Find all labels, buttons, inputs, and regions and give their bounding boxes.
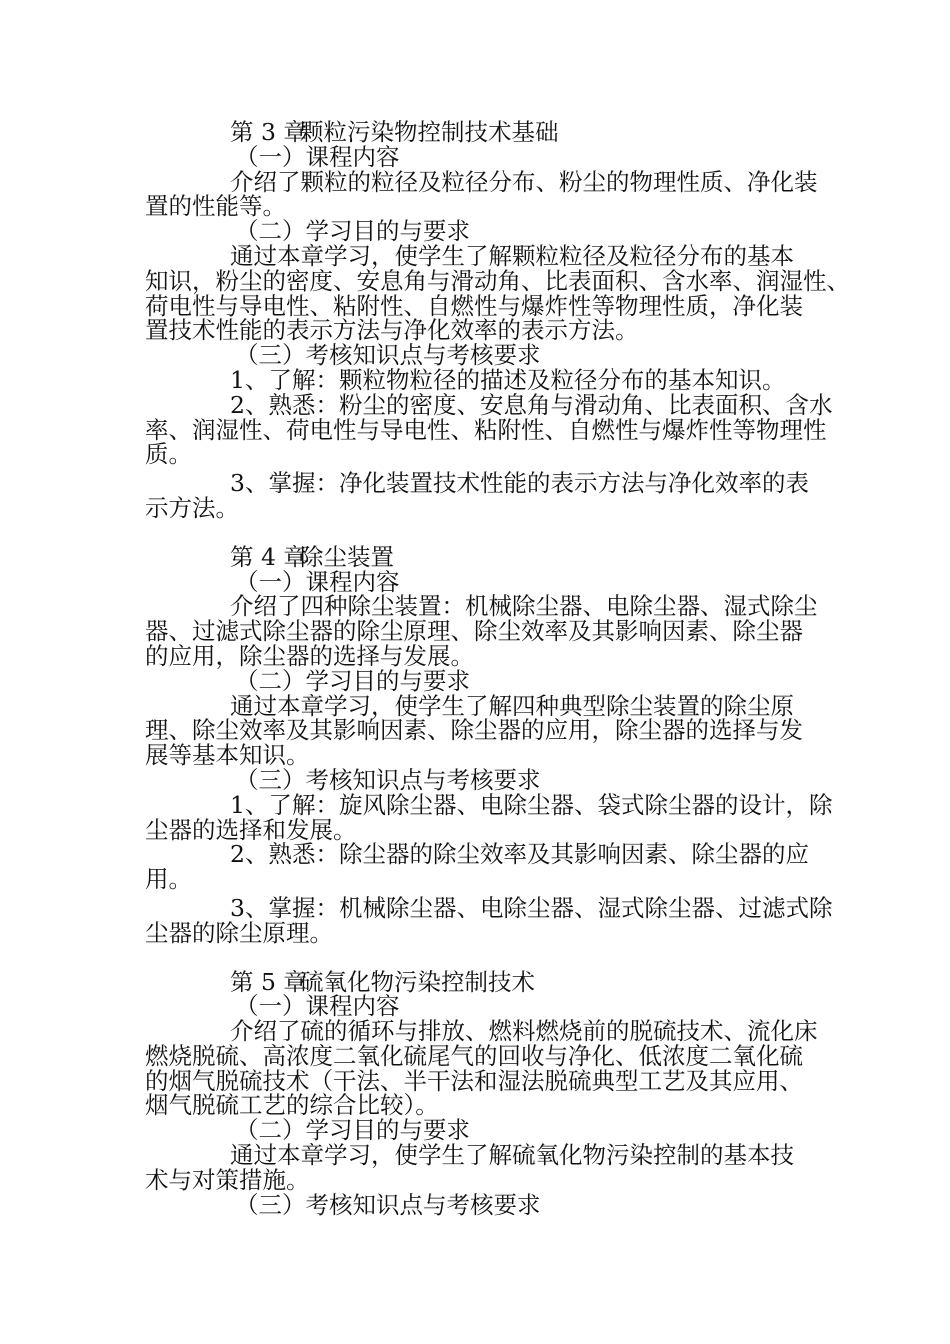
- paragraph-line: 烟气脱硫工艺的综合比较）。: [145, 1091, 439, 1120]
- list-item-continued: 尘器的除尘原理。: [145, 918, 333, 947]
- chapter-heading: 第 5 章硫氧化物污染控制技术: [230, 967, 535, 996]
- list-item-continued: 示方法。: [145, 493, 239, 522]
- list-item: 2、熟悉：除尘器的除尘效率及其影响因素、除尘器的应: [230, 840, 809, 869]
- paragraph-line: 置技术性能的表示方法与净化效率的表示方法。: [145, 316, 639, 345]
- paragraph-line: 介绍了硫的循环与排放、燃料燃烧前的脱硫技术、流化床: [230, 1017, 818, 1046]
- paragraph-line: 通过本章学习，使学生了解颗粒粒径及粒径分布的基本: [230, 241, 794, 270]
- list-item: 3、掌握：机械除尘器、电除尘器、湿式除尘器、过滤式除: [230, 893, 833, 922]
- section-heading: （三）考核知识点与考核要求: [235, 341, 541, 370]
- paragraph-line: 通过本章学习，使学生了解四种典型除尘装置的除尘原: [230, 691, 794, 720]
- list-item: 1、了解：旋风除尘器、电除尘器、袋式除尘器的设计，除: [230, 790, 833, 819]
- list-item-continued: 尘器的选择和发展。: [145, 815, 357, 844]
- section-heading: （三）考核知识点与考核要求: [235, 1190, 541, 1219]
- section-heading: （三）考核知识点与考核要求: [235, 765, 541, 794]
- section-heading: （一）课程内容: [235, 567, 400, 596]
- paragraph-line: 器、过滤式除尘器的除尘原理、除尘效率及其影响因素、除尘器: [145, 617, 803, 646]
- paragraph-line: 理、除尘效率及其影响因素、除尘器的应用，除尘器的选择与发: [145, 716, 803, 745]
- list-item: 1、了解：颗粒物粒径的描述及粒径分布的基本知识。: [230, 365, 786, 394]
- paragraph-line: 展等基本知识。: [145, 741, 310, 770]
- paragraph-line: 燃烧脱硫、高浓度二氧化硫尾气的回收与净化、低浓度二氧化硫: [145, 1041, 803, 1070]
- paragraph-line: 荷电性与导电性、粘附性、自燃性与爆炸性等物理性质，净化装: [145, 291, 803, 320]
- paragraph-line: 知识，粉尘的密度、安息角与滑动角、比表面积、含水率、润湿性、: [145, 266, 850, 295]
- chapter-heading: 第 4 章除尘装置: [230, 542, 394, 571]
- section-heading: （二）学习目的与要求: [235, 217, 470, 246]
- chapter-heading: 第 3 章颗粒污染物控制技术基础: [230, 118, 559, 146]
- paragraph-line: 通过本章学习，使学生了解硫氧化物污染控制的基本技: [230, 1141, 794, 1170]
- list-item: 3、掌握：净化装置技术性能的表示方法与净化效率的表: [230, 469, 809, 498]
- paragraph-line: 置的性能等。: [145, 192, 286, 221]
- list-item-continued: 质。: [145, 440, 192, 469]
- paragraph-line: 介绍了颗粒的粒径及粒径分布、粉尘的物理性质、净化装: [230, 167, 818, 196]
- section-heading: （二）学习目的与要求: [235, 1116, 470, 1145]
- paragraph-line: 的应用，除尘器的选择与发展。: [145, 641, 474, 670]
- paragraph-line: 的烟气脱硫技术（干法、半干法和湿法脱硫典型工艺及其应用、: [145, 1066, 803, 1095]
- paragraph-line: 术与对策措施。: [145, 1165, 310, 1194]
- section-heading: （一）课程内容: [235, 992, 400, 1021]
- list-item-continued: 用。: [145, 865, 192, 894]
- section-heading: （二）学习目的与要求: [235, 666, 470, 695]
- section-heading: （一）课程内容: [235, 142, 400, 171]
- document-body: [145, 118, 850, 1219]
- paragraph-line: 介绍了四种除尘装置：机械除尘器、电除尘器、湿式除尘: [230, 592, 818, 621]
- list-item: 2、熟悉：粉尘的密度、安息角与滑动角、比表面积、含水: [230, 390, 833, 419]
- list-item-continued: 率、润湿性、荷电性与导电性、粘附性、自燃性与爆炸性等物理性: [145, 415, 827, 444]
